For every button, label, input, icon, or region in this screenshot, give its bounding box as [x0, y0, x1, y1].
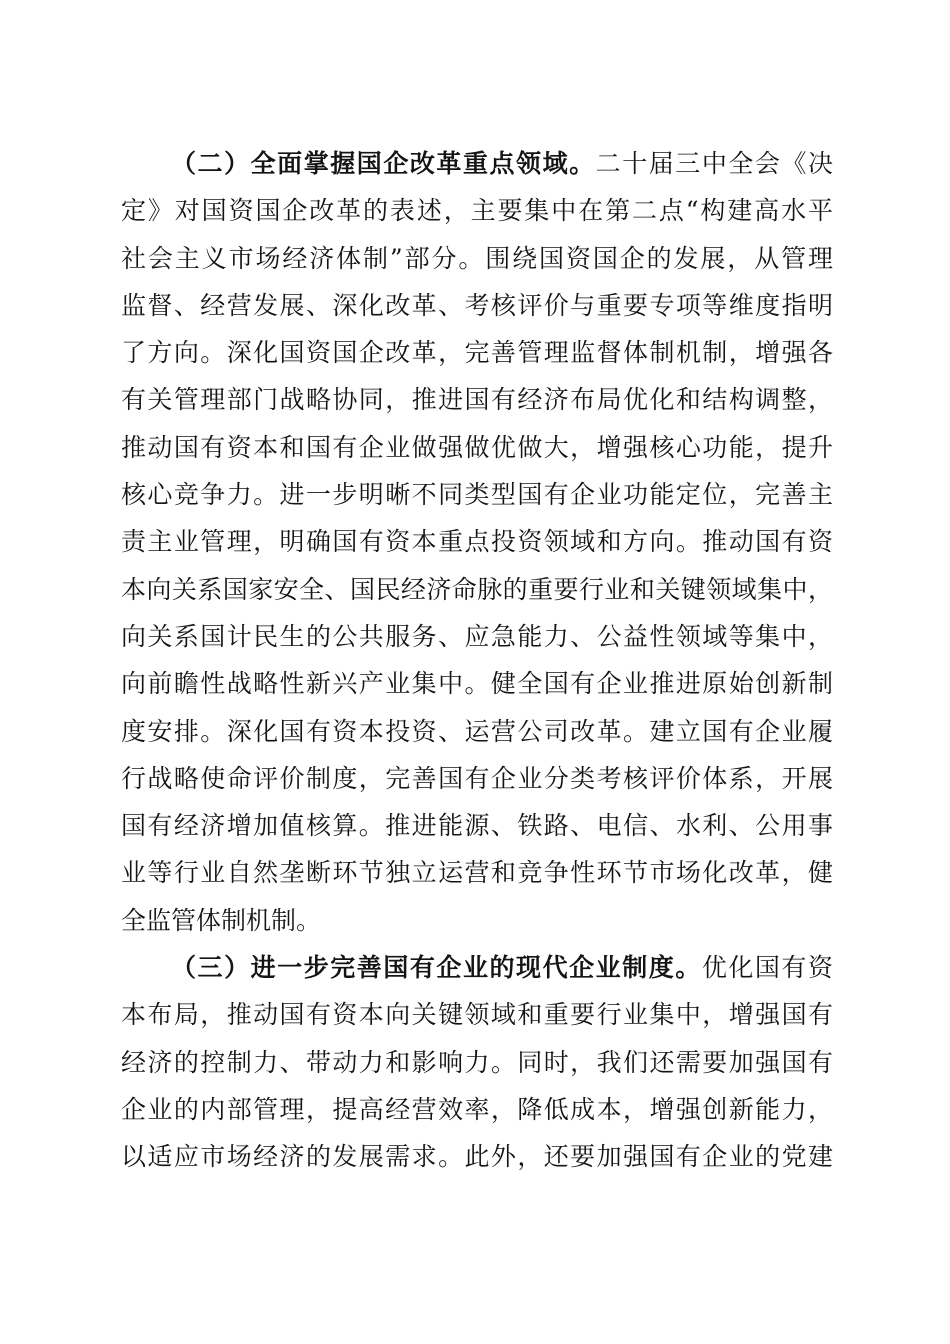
paragraph-line: 了方向。深化国资国企改革，完善管理监督体制机制，增强各	[121, 338, 833, 368]
paragraph-section-3	[121, 944, 833, 1180]
paragraph-line: 国有经济增加值核算。推进能源、铁路、电信、水利、公用事	[121, 811, 833, 841]
paragraph-line	[121, 140, 833, 187]
paragraph-line: 推动国有资本和国有企业做强做优做大，增强核心功能，提升	[121, 432, 833, 462]
paragraph-line: 本布局，推动国有资本向关键领域和重要行业集中，增强国有	[121, 1000, 833, 1030]
line-text: 优化国有资	[701, 953, 833, 983]
paragraph-line: 度安排。深化国有资本投资、运营公司改革。建立国有企业履	[121, 716, 833, 746]
paragraph-line: 行战略使命评价制度，完善国有企业分类考核评价体系，开展	[121, 763, 833, 793]
paragraph-line: 社会主义市场经济体制”部分。围绕国资国企的发展，从管理	[121, 243, 833, 273]
paragraph-line: 业等行业自然垄断环节独立运营和竞争性环节市场化改革，健	[121, 858, 833, 888]
paragraph-line	[121, 944, 833, 991]
paragraph-line: 以适应市场经济的发展需求。此外，还要加强国有企业的党建	[121, 1142, 833, 1172]
section-heading: （二）全面掌握国企改革重点领域。	[171, 149, 596, 178]
paragraph-line: 本向关系国家安全、国民经济命脉的重要行业和关键领域集中，	[121, 574, 833, 604]
paragraph-line: 责主业管理，明确国有资本重点投资领域和方向。推动国有资	[121, 527, 833, 557]
paragraph-line: 企业的内部管理，提高经营效率，降低成本，增强创新能力，	[121, 1094, 833, 1124]
paragraph-line: 核心竞争力。进一步明晰不同类型国有企业功能定位，完善主	[121, 480, 833, 510]
line-text: 二十届三中全会《决	[595, 149, 833, 178]
section-heading: （三）进一步完善国有企业的现代企业制度。	[171, 953, 702, 983]
document-body	[121, 140, 833, 1181]
paragraph-section-2	[121, 140, 833, 944]
paragraph-line: 经济的控制力、带动力和影响力。同时，我们还需要加强国有	[121, 1047, 833, 1077]
paragraph-line: 定》对国资国企改革的表述，主要集中在第二点“构建高水平	[121, 196, 833, 226]
paragraph-line: 监督、经营发展、深化改革、考核评价与重要专项等维度指明	[121, 290, 833, 320]
paragraph-line: 向前瞻性战略性新兴产业集中。健全国有企业推进原始创新制	[121, 669, 833, 699]
paragraph-line: 向关系国计民生的公共服务、应急能力、公益性领域等集中，	[121, 621, 833, 651]
paragraph-line: 全监管体制机制。	[121, 905, 322, 935]
paragraph-line: 有关管理部门战略协同，推进国有经济布局优化和结构调整，	[121, 385, 833, 415]
